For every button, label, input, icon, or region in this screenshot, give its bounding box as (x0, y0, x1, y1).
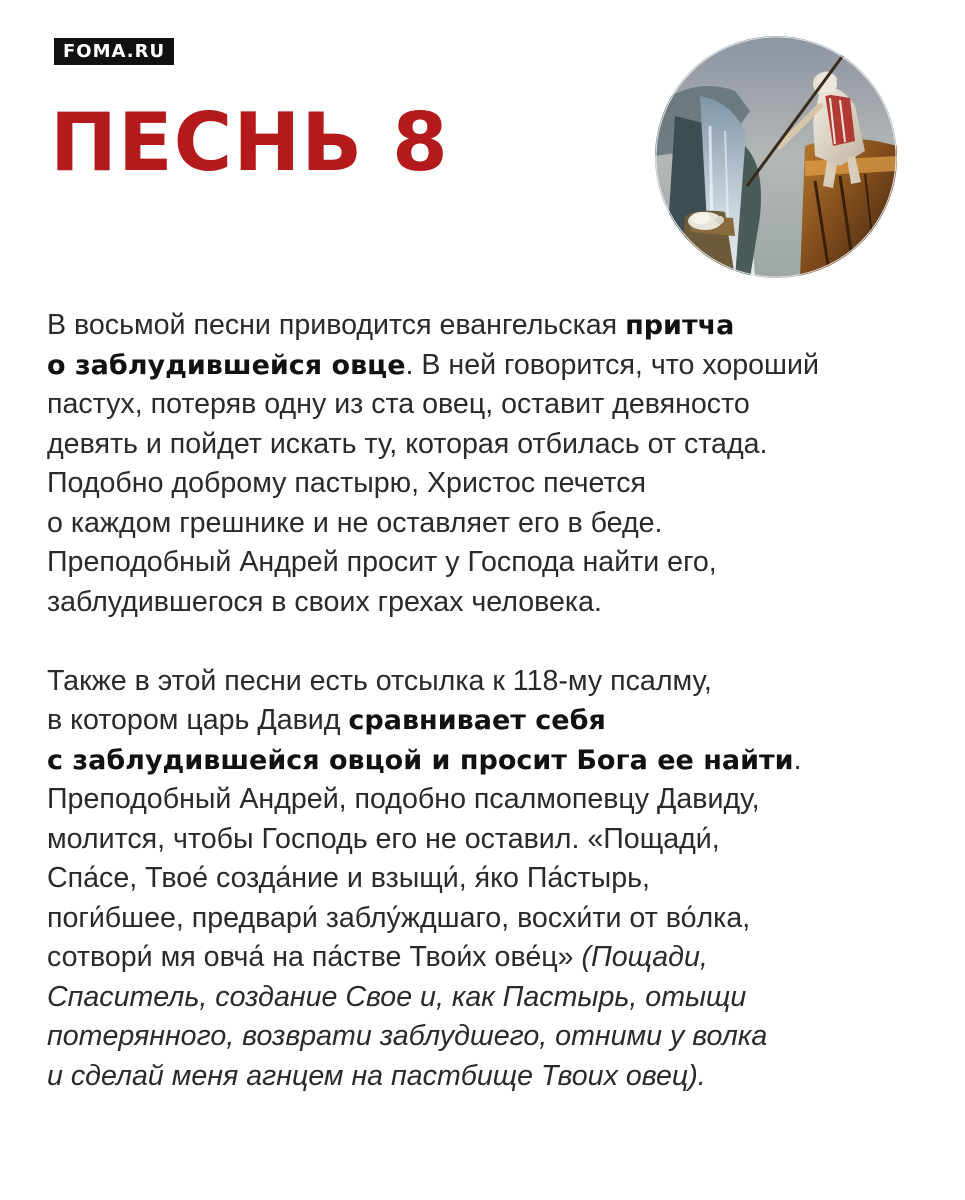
text-span: сотвори́ мя овча́ на па́стве Твои́х ове́ц» (47, 941, 582, 973)
paragraph-parable (47, 306, 947, 622)
text-line: Также в этой песни есть отсылка к 118-му псалму, (47, 664, 712, 697)
text-span: . (793, 743, 802, 776)
italic-phrase: и сделай меня агнцем на пастбище Твоих овец). (47, 1059, 706, 1092)
text-line: пастух, потеряв одну из ста овец, оставит девяносто (47, 388, 750, 420)
article-body (47, 306, 947, 1096)
text-line: Преподобный Андрей, подобно псалмопевцу Давиду, (47, 783, 760, 815)
bold-phrase: сравнивает себя (348, 705, 606, 736)
text-line: заблудившегося в своих грехах человека. (47, 585, 602, 618)
bold-phrase: с заблудившейся овцой и просит Бога ее найти (47, 744, 794, 776)
italic-phrase: (Пощади, (581, 941, 708, 973)
text-span: В восьмой песни приводится евангельская (47, 309, 626, 341)
paragraph-psalm (47, 662, 947, 1097)
text-line (47, 306, 947, 346)
text-line: девять и пойдет искать ту, которая отбилась от стада. (47, 427, 768, 460)
text-line: Подобно доброму пастырю, Христос печется (47, 467, 646, 499)
text-line (47, 938, 947, 978)
text-line (47, 1057, 947, 1097)
bold-phrase: о заблудившейся овце (47, 349, 406, 381)
text-line: молится, чтобы Господь его не оставил. «Пощади́, (47, 822, 720, 855)
text-line (47, 1017, 947, 1057)
text-span: в котором царь Давид (47, 704, 349, 736)
text-line (47, 346, 947, 386)
page-title: ПЕСНЬ 8 (50, 96, 449, 189)
text-line: Спа́се, Твое́ созда́ние и взыщи́, я́ко Па́стырь, (47, 862, 650, 894)
text-span: . В ней говорится, что хороший (405, 348, 819, 381)
shepherd-rescuing-sheep-illustration (655, 36, 897, 278)
text-line: поги́бшее, предвари́ заблу́ждшаго, восхи́ти от во́лка, (47, 901, 751, 934)
bold-phrase: притча (625, 310, 735, 341)
text-line (47, 741, 947, 781)
text-line (47, 701, 947, 741)
text-line: Преподобный Андрей просит у Господа найти его, (47, 546, 717, 578)
brand-logo[interactable]: FOMA.RU (54, 38, 174, 65)
text-line (47, 978, 947, 1018)
text-line: о каждом грешнике и не оставляет его в беде. (47, 506, 663, 539)
italic-phrase: Спаситель, создание Свое и, как Пастырь, отыщи (47, 980, 747, 1013)
shepherd-illustration (655, 36, 897, 278)
italic-phrase: потерянного, возврати заблудшего, отними у волка (47, 1020, 768, 1052)
